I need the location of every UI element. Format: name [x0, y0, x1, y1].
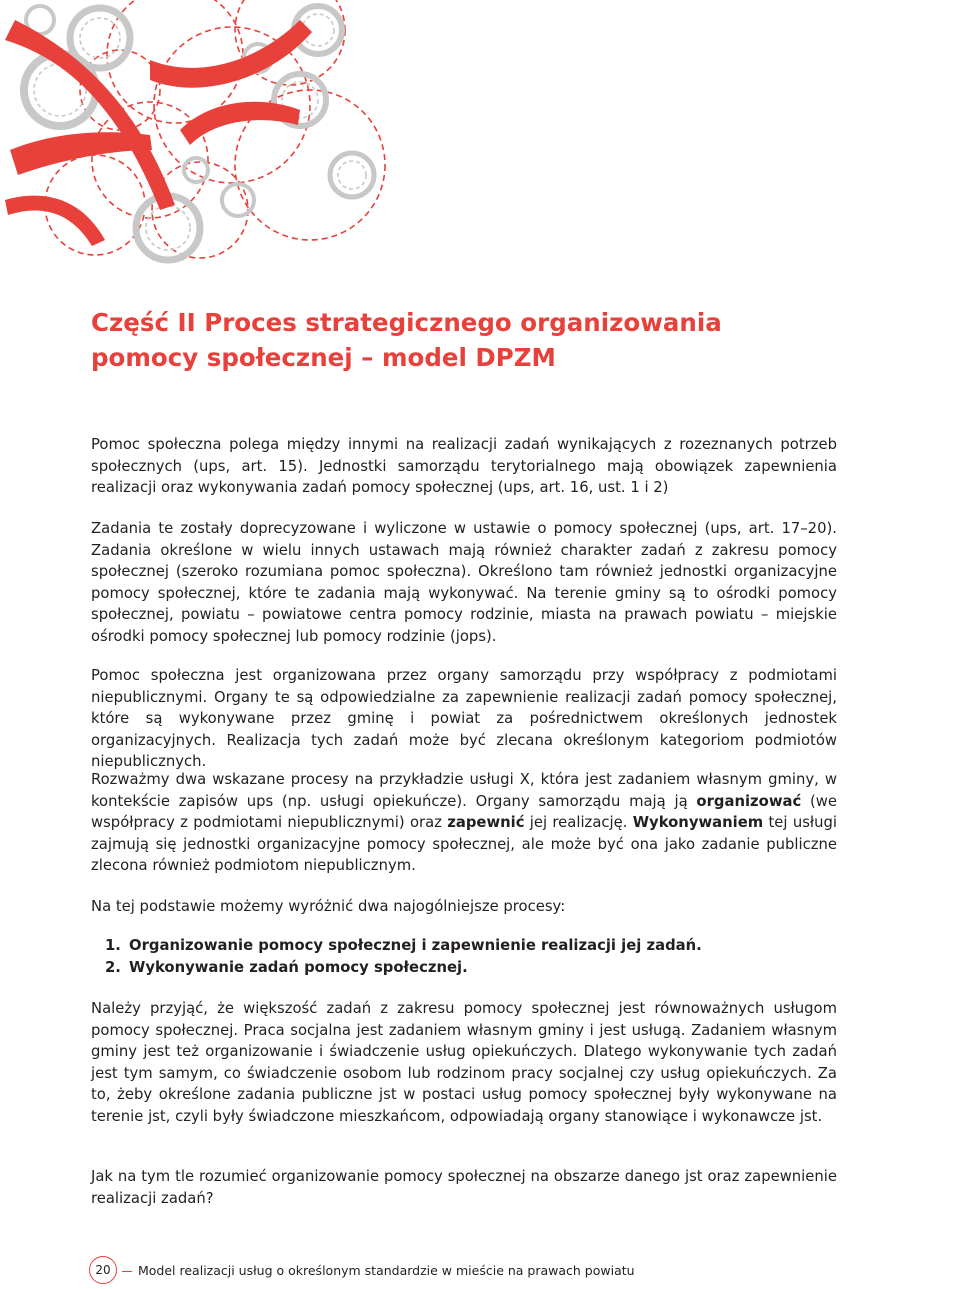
paragraph-4-text-d: jej realizację. — [524, 814, 633, 832]
footer-divider — [122, 1271, 132, 1272]
list-item-text: Organizowanie pomocy społecznej i zapewnienie realizacji jej zadań. — [129, 937, 702, 954]
paragraph-3: Pomoc społeczna jest organizowana przez organy samorządu przy współpracy z podmiotami niepublicznymi. Organy te są odpowiedzialne za zapewnienie realizacji zadań pomocy społecznej, które są wykonywane przez gminę i powiat za pośrednictwem określonych jednostek organizacyjnych. Realizacja tych zadań może być zlecana określonym kategoriom podmiotów niepublicznych. — [91, 667, 837, 771]
paragraph-4-bold-organize: organizować — [696, 792, 802, 810]
paragraph-4-text-c: (we współpracy z podmiotami niepublicznymi) oraz — [91, 792, 837, 832]
list-item-text: Wykonywanie zadań pomocy społecznej. — [129, 959, 468, 976]
list-item-number: 2. — [105, 959, 121, 976]
list-item-number: 1. — [105, 937, 121, 954]
paragraph-2: Zadania te zostały doprecyzowane i wyliczone w ustawie o pomocy społecznej (ups, art. 17–20). Zadania określone w wielu innych ustawach mają również charakter zadań z zakresu pomocy społecznej (szeroko rozumiana pomoc społeczna). Określono tam również jednostki organizacyjne pomocy społecznej, które te zadania mają wykonywać. Na terenie gminy są to ośrodki pomocy społecznej, powiatu – powiatowe centra pomocy rodzinie, miasta na prawach powiatu – miejskie ośrodki pomocy społecznej lub pomocy rodzinie (jops). — [91, 520, 837, 645]
page-title — [91, 305, 841, 375]
paragraph-1: Pomoc społeczna polega między innymi na realizacji zadań wynikających z rozeznanych potrzeb społecznych (ups, art. 15). Jednostki samorządu terytorialnego mają obowiązek zapewnienia realizacji oraz wykonywania zadań pomocy społecznej (ups, art. 16, ust. 1 i 2) — [91, 436, 837, 497]
paragraph-4-bold-execution: Wykonywaniem — [632, 814, 764, 832]
footer-text: Model realizacji usług o określonym standardzie w mieście na prawach powiatu — [138, 1263, 635, 1278]
page-footer — [89, 1255, 789, 1285]
list-item — [105, 957, 702, 979]
paragraph-6: Należy przyjąć, że większość zadań z zakresu pomocy społecznej jest równoważnych usługom pomocy społecznej. Praca socjalna jest zadaniem własnym gminy i jest usługą. Zadaniem własnym gminy jest też organizowanie i świadczenie usług opiekuńczych. Dlatego wykonywanie tych zadań jest tym samym, co świadczenie osobom lub rodzinom pracy socjalnej czy usług opiekuńczych. Za to, żeby określone zadania publiczne jst w postaci usług pomocy społecznej były wykonywane na terenie jst, czyli były świadczone mieszkańcom, odpowiadają organy stanowiące i wykonawcze jst. — [91, 1000, 837, 1125]
paragraph-4 — [91, 769, 837, 877]
paragraph-7: Jak na tym tle rozumieć organizowanie pomocy społecznej na obszarze danego jst oraz zapewnienie realizacji zadań? — [91, 1168, 837, 1207]
paragraph-4-text-a: Rozważmy dwa wskazane procesy na przykładzie usługi X, która jest zadaniem własnym gminy, w kontekście zapisów ups (np. usługi opiekuńcze). Organy samorządu mają ją — [91, 771, 837, 810]
paragraph-4-text-e: tej usługi zajmują się jednostki organizacyjne pomocy społecznej, ale może być ona jako zadanie publiczne zlecona również podmiotom niepublicznym. — [91, 814, 837, 875]
paragraph-5: Na tej podstawie możemy wyróżnić dwa najogólniejsze procesy: — [91, 898, 566, 915]
paragraph-4-bold-ensure: zapewnić — [447, 814, 525, 832]
page-number: 20 — [89, 1256, 117, 1284]
dpzm-circles-logo — [0, 0, 400, 270]
list-item — [105, 935, 702, 957]
process-list — [105, 935, 702, 979]
title-line-1: Część II Proces strategicznego organizowania — [91, 308, 722, 337]
title-line-2: pomocy społecznej – model DPZM — [91, 343, 556, 372]
